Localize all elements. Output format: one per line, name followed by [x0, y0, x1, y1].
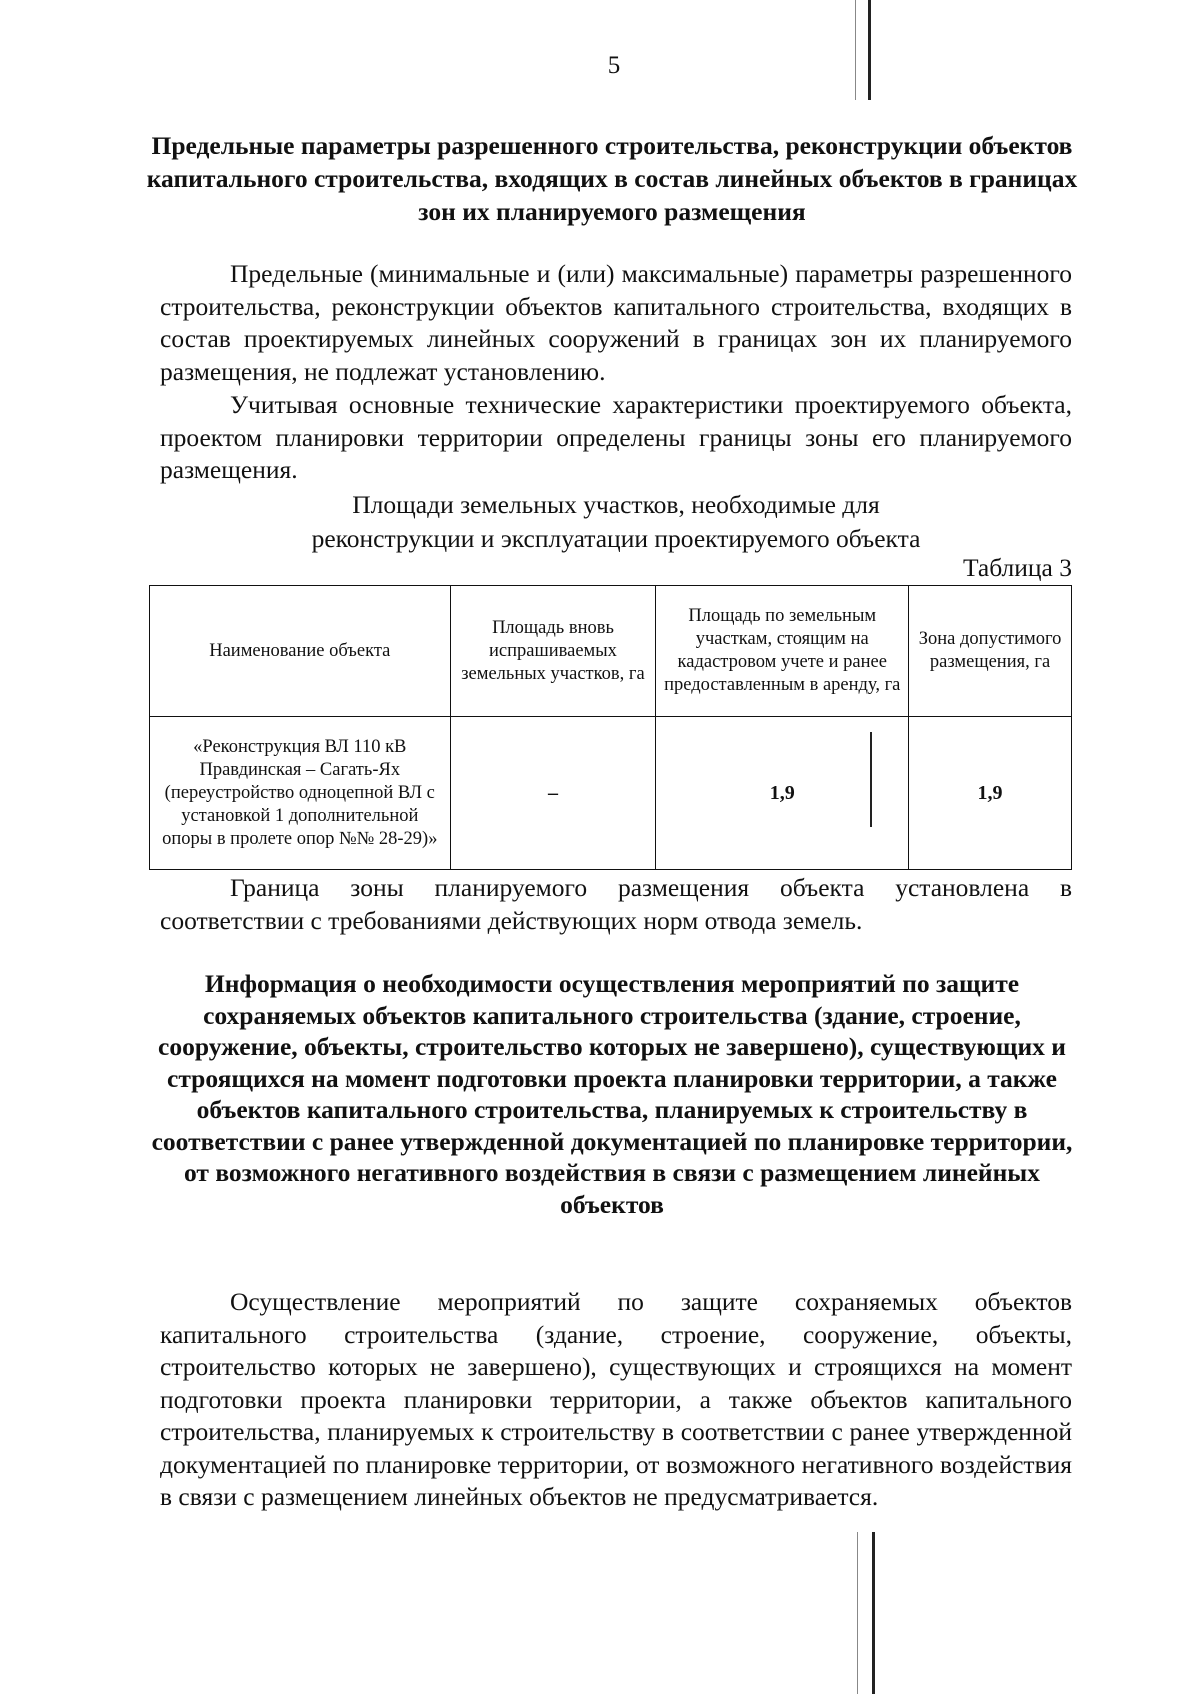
paragraph-parameters: Предельные (минимальные и (или) максимальные) параметры разрешенного строительства, реконструкции объектов капитального строительства, входящих в состав проектируемых линейных сооружений в границах зон их планируемого размещения, не подлежат установлению. — [160, 259, 1072, 386]
table-row — [150, 717, 1072, 870]
scan-mark — [868, 0, 871, 100]
cell-existing-area: 1,9 — [656, 717, 909, 870]
scan-mark — [855, 0, 856, 100]
section-heading-protection: Информация о необходимости осуществления мероприятий по защите сохраняемых объектов капитального строительства (здание, строение, сооружение, объекты, строительство которых не завершено), существующих и строящихся на момент подготовки проекта планировки территории, а также объектов капитального строительства, планируемых к строительству в соответствии с ранее утвержденной документацией по планировке территории, от возможного негативного воздействия в связи с размещением линейных объектов — [151, 969, 1073, 1219]
scan-mark — [857, 1532, 858, 1694]
cell-object-name: «Реконструкция ВЛ 110 кВ Правдинская – Сагать-Ях (переустройство одноцепной ВЛ с установкой 1 дополнительной опоры в пролете опор №№ 28-29)» — [150, 717, 451, 870]
table-caption-line1: Площади земельных участков, необходимые для — [352, 490, 880, 519]
header-zone: Зона допустимого размещения, га — [909, 586, 1072, 717]
table-label: Таблица 3 — [962, 553, 1072, 582]
scan-mark — [870, 732, 872, 827]
cell-zone: 1,9 — [909, 717, 1072, 870]
table-caption — [160, 488, 1072, 556]
table-caption-line2: реконструкции и эксплуатации проектируемого объекта — [311, 524, 921, 553]
cell-new-area: – — [450, 717, 656, 870]
header-object-name: Наименование объекта — [150, 586, 451, 717]
page-number: 5 — [607, 52, 621, 79]
paragraph-zone-boundary: Граница зоны планируемого размещения объекта установлена в соответствии с требованиями действующих норм отвода земель. — [160, 873, 1072, 935]
paragraph-boundaries: Учитывая основные технические характеристики проектируемого объекта, проектом планировки территории определены границы зоны его планируемого размещения. — [160, 390, 1072, 484]
paragraph-protection: Осуществление мероприятий по защите сохраняемых объектов капитального строительства (здание, строение, сооружение, объекты, строительство которых не завершено), существующих и строящихся на момент подготовки проекта планировки территории, а также объектов капитального строительства, планируемых к строительству в соответствии с ранее утвержденной документацией по планировке территории, от возможного негативного воздействия в связи с размещением линейных объектов не предусматривается. — [160, 1287, 1072, 1511]
table-header-row — [150, 586, 1072, 717]
scan-mark — [872, 1532, 875, 1694]
header-new-area: Площадь вновь испрашиваемых земельных участков, га — [450, 586, 656, 717]
header-existing-area: Площадь по земельным участкам, стоящим на кадастровом учете и ранее предоставленным в аренду, га — [656, 586, 909, 717]
land-area-table — [149, 585, 1072, 870]
section-heading-parameters: Предельные параметры разрешенного строительства, реконструкции объектов капитального строительства, входящих в состав линейных объектов в границах зон их планируемого размещения — [146, 131, 1078, 226]
